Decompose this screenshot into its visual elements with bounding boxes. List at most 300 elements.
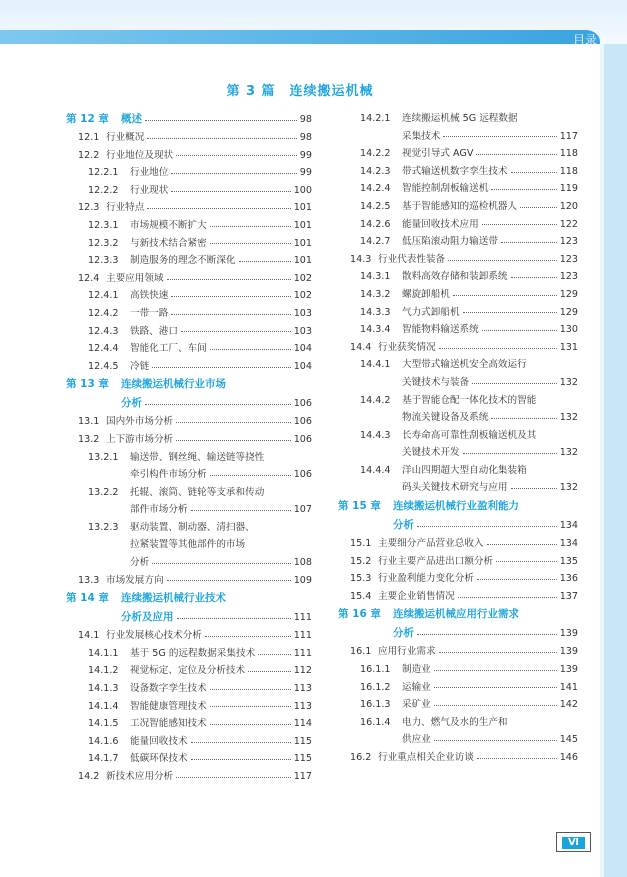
toc-entry[interactable]	[66, 536, 312, 554]
toc-entry-page: 142	[559, 699, 578, 711]
toc-entry-page: 101	[293, 255, 312, 267]
toc-leader-dots	[210, 348, 291, 350]
toc-entry[interactable]	[338, 679, 578, 697]
toc-leader-dots	[248, 670, 291, 672]
toc-entry-title: 低碳环保技术	[130, 753, 188, 765]
toc-entry-title: 行业地位及现状	[106, 149, 174, 161]
toc-right-column	[338, 110, 578, 767]
toc-leader-dots	[152, 366, 291, 368]
toc-entry-number: 12.2.1	[88, 167, 119, 179]
toc-entry-page: 114	[293, 718, 312, 730]
toc-entry[interactable]	[338, 624, 578, 643]
toc-entry-number: 12.4.2	[88, 307, 119, 319]
toc-entry-title: 行业盈利能力变化分析	[378, 573, 474, 585]
toc-entry[interactable]	[66, 199, 312, 217]
toc-entry[interactable]	[338, 321, 578, 339]
toc-entry-number: 14.4.4	[360, 464, 391, 476]
toc-leader-dots	[176, 154, 297, 156]
toc-leader-dots	[434, 686, 557, 688]
toc-entry-number: 13.2.1	[88, 451, 119, 463]
toc-entry-title: 连续搬运机械应用行业需求	[393, 608, 519, 621]
toc-entry-title: 智能物料输送系统	[402, 324, 479, 336]
toc-entry[interactable]	[66, 270, 312, 288]
toc-leader-dots	[491, 417, 556, 419]
toc-entry-title: 基于 5G 的远程数据采集技术	[130, 647, 256, 659]
toc-entry-title: 基于智能感知的巡检机器人	[402, 200, 518, 212]
toc-entry-number: 14.4.1	[360, 359, 391, 371]
toc-entry-title: 行业主要产品进出口额分析	[378, 555, 494, 567]
toc-entry[interactable]	[338, 605, 578, 624]
toc-entry-page: 117	[293, 771, 312, 782]
toc-leader-dots	[176, 421, 291, 423]
toc-entry-number: 12.4.4	[88, 343, 119, 355]
toc-entry[interactable]	[338, 696, 578, 714]
toc-entry[interactable]	[66, 519, 312, 537]
toc-entry-page: 106	[293, 469, 312, 481]
toc-entry-page: 100	[293, 184, 312, 196]
toc-entry-title: 制造服务的理念不断深化	[130, 255, 236, 267]
toc-entry-title: 智能健康管理技术	[130, 700, 207, 712]
toc-leader-dots	[476, 153, 556, 155]
toc-entry-page: 111	[293, 612, 312, 624]
toc-entry-page: 102	[293, 272, 312, 284]
toc-entry[interactable]	[66, 554, 312, 572]
toc-entry-number: 14.2.6	[360, 218, 391, 230]
toc-entry-title: 输送带、钢丝绳、输送链等挠性	[130, 451, 265, 463]
toc-entry-number: 16.1.1	[360, 664, 391, 676]
toc-entry-number: 12.3	[78, 202, 100, 214]
toc-entry-title: 采集技术	[402, 130, 441, 142]
toc-entry[interactable]	[66, 413, 312, 431]
toc-entry[interactable]	[66, 449, 312, 467]
toc-entry-title: 螺旋卸船机	[402, 288, 450, 300]
toc-entry[interactable]	[338, 216, 578, 234]
toc-entry-number: 12.4.3	[88, 325, 119, 337]
toc-entry-title: 铁路、港口	[130, 325, 178, 337]
toc-entry-title: 气力式卸船机	[402, 306, 460, 318]
toc-entry-title: 带式输送机数字孪生技术	[402, 165, 508, 177]
toc-entry[interactable]	[66, 394, 312, 413]
toc-entry-number: 12.4.5	[88, 360, 119, 372]
toc-entry-title: 分析	[121, 397, 142, 410]
toc-entry[interactable]	[338, 304, 578, 322]
toc-leader-dots	[434, 739, 557, 741]
toc-entry-number: 14.3.2	[360, 288, 391, 300]
toc-entry-title: 主要企业销售情况	[378, 590, 455, 602]
toc-leader-dots	[167, 579, 291, 581]
toc-entry-number: 第 16 章	[338, 608, 381, 621]
toc-entry-page: 98	[299, 114, 312, 125]
toc-entry[interactable]	[338, 444, 578, 462]
toc-entry[interactable]	[338, 661, 578, 679]
toc-leader-dots	[491, 188, 556, 190]
toc-entry-number: 12.4	[78, 272, 100, 284]
toc-entry-number: 14.3.4	[360, 324, 391, 336]
toc-entry-number: 15.1	[350, 538, 372, 550]
toc-entry[interactable]	[66, 375, 312, 394]
toc-left-column	[66, 110, 312, 786]
toc-entry-page: 132	[559, 376, 578, 388]
toc-entry[interactable]	[338, 145, 578, 163]
toc-leader-dots	[477, 757, 557, 759]
toc-entry[interactable]	[66, 608, 312, 627]
toc-entry[interactable]	[66, 129, 312, 147]
toc-entry[interactable]	[66, 768, 312, 786]
toc-leader-dots	[171, 313, 290, 315]
toc-entry[interactable]	[66, 235, 312, 253]
toc-entry[interactable]	[66, 466, 312, 484]
toc-leader-dots	[520, 206, 557, 208]
toc-leader-dots	[434, 669, 557, 671]
toc-entry-number: 14.1.5	[88, 718, 119, 730]
toc-entry[interactable]	[66, 340, 312, 358]
toc-leader-dots	[439, 347, 557, 349]
toc-entry-number: 16.1.3	[360, 699, 391, 711]
toc-entry-page: 137	[559, 590, 578, 602]
toc-entry[interactable]	[338, 570, 578, 588]
toc-entry-page: 115	[293, 753, 312, 765]
toc-entry-number: 14.2.5	[360, 200, 391, 212]
toc-entry-title: 高铁快速	[130, 290, 169, 302]
toc-entry-number: 14.4.2	[360, 394, 391, 406]
toc-entry[interactable]	[338, 233, 578, 251]
toc-entry-page: 135	[559, 555, 578, 567]
toc-entry-number: 13.3	[78, 574, 100, 586]
toc-entry-page: 134	[559, 520, 578, 532]
toc-entry-title: 大型带式输送机安全高效运行	[402, 359, 527, 371]
toc-entry-number: 14.1.4	[88, 700, 119, 712]
toc-entry[interactable]	[338, 479, 578, 497]
toc-entry-number: 14.2.2	[360, 148, 391, 160]
toc-leader-dots	[463, 452, 557, 454]
toc-entry-title: 关键技术与装备	[402, 376, 470, 388]
toc-entry[interactable]	[66, 323, 312, 341]
toc-entry-title: 行业发展核心技术分析	[106, 630, 202, 642]
toc-entry-page: 113	[293, 683, 312, 695]
toc-entry[interactable]	[338, 286, 578, 304]
toc-entry-page: 113	[293, 700, 312, 712]
toc-entry[interactable]	[338, 339, 578, 357]
toc-entry[interactable]	[338, 392, 578, 410]
toc-leader-dots	[145, 403, 291, 405]
toc-entry[interactable]	[66, 164, 312, 182]
toc-entry-page: 117	[559, 130, 578, 142]
toc-entry[interactable]	[66, 358, 312, 376]
toc-entry[interactable]	[338, 128, 578, 146]
toc-entry-number: 14.3.3	[360, 306, 391, 318]
toc-entry-number: 第 14 章	[66, 592, 109, 605]
toc-entry[interactable]	[66, 572, 312, 590]
toc-entry-title: 概述	[121, 113, 142, 125]
toc-entry-title: 分析	[393, 627, 414, 640]
header-band	[0, 0, 627, 44]
toc-leader-dots	[191, 758, 291, 760]
toc-leader-dots	[417, 633, 557, 635]
toc-entry-page: 107	[293, 504, 312, 516]
toc-entry-title: 部件市场分析	[130, 504, 188, 516]
toc-entry[interactable]	[66, 589, 312, 608]
toc-entry-title: 工况智能感知技术	[130, 718, 207, 730]
toc-entry-page: 120	[559, 200, 578, 212]
toc-entry-title: 关键技术开发	[402, 447, 460, 459]
toc-entry-title: 行业地位	[130, 167, 169, 179]
toc-leader-dots	[210, 242, 291, 244]
toc-entry-page: 119	[559, 183, 578, 195]
toc-leader-dots	[210, 688, 291, 690]
toc-entry-title: 分析及应用	[121, 611, 174, 624]
toc-entry[interactable]	[338, 497, 578, 516]
toc-entry-number: 13.2	[78, 433, 100, 445]
toc-entry-page: 145	[559, 734, 578, 746]
toc-entry-page: 129	[559, 306, 578, 318]
toc-entry-title: 连续搬运机械行业市场	[121, 378, 226, 391]
toc-entry-title: 设备数字孪生技术	[130, 683, 207, 695]
toc-entry-page: 108	[293, 557, 312, 569]
toc-entry[interactable]	[338, 180, 578, 198]
toc-entry[interactable]	[338, 374, 578, 392]
toc-entry[interactable]	[66, 287, 312, 305]
toc-entry[interactable]	[338, 409, 578, 427]
toc-entry[interactable]	[66, 431, 312, 449]
toc-entry-title: 低压陷滚动阻力输送带	[402, 236, 498, 248]
toc-entry-number: 14.1.2	[88, 665, 119, 677]
toc-entry-title: 供应业	[402, 734, 431, 746]
toc-entry-title: 新技术应用分析	[106, 771, 174, 782]
toc-leader-dots	[191, 509, 291, 511]
toc-leader-dots	[171, 295, 290, 297]
toc-entry-number: 14.2.3	[360, 165, 391, 177]
toc-entry-page: 129	[559, 288, 578, 300]
toc-entry-number: 12.3.3	[88, 255, 119, 267]
page-number: Ⅵ	[562, 837, 585, 849]
toc-entry-page: 103	[293, 325, 312, 337]
toc-entry-page: 146	[559, 752, 578, 763]
toc-entry-title: 视觉标定、定位及分析技术	[130, 665, 246, 677]
toc-entry-title: 牵引构件市场分析	[130, 469, 207, 481]
toc-entry[interactable]	[66, 501, 312, 519]
toc-entry-page: 139	[559, 628, 578, 640]
toc-entry-title: 驱动装置、制动器、清扫器、	[130, 521, 255, 533]
toc-leader-dots	[171, 190, 290, 192]
toc-entry[interactable]	[338, 588, 578, 606]
toc-entry[interactable]	[66, 715, 312, 733]
toc-entry-title: 与新技术结合紧密	[130, 237, 207, 249]
toc-entry-page: 103	[293, 307, 312, 319]
toc-leader-dots	[191, 741, 291, 743]
toc-entry-page: 139	[559, 664, 578, 676]
toc-entry[interactable]	[338, 251, 578, 269]
toc-entry-page: 141	[559, 681, 578, 693]
toc-entry-title: 应用行业需求	[378, 646, 436, 658]
toc-entry-title: 电力、燃气及水的生产和	[402, 716, 508, 728]
toc-entry-number: 16.1.2	[360, 681, 391, 693]
toc-entry-page: 123	[559, 236, 578, 248]
toc-entry[interactable]	[66, 627, 312, 645]
toc-entry-title: 市场发展方向	[106, 574, 164, 586]
toc-entry-page: 102	[293, 290, 312, 302]
toc-entry-title: 码头关键技术研究与应用	[402, 482, 508, 494]
toc-leader-dots	[417, 525, 557, 527]
toc-entry[interactable]	[338, 714, 578, 732]
toc-entry-number: 14.3.1	[360, 271, 391, 283]
toc-entry-title: 连续搬运机械行业盈利能力	[393, 500, 519, 513]
toc-entry-number: 14.4.3	[360, 429, 391, 441]
toc-entry-page: 101	[293, 202, 312, 214]
toc-entry-number: 13.1	[78, 416, 100, 428]
toc-entry[interactable]	[66, 252, 312, 270]
toc-entry-title: 智能化工厂、车间	[130, 343, 207, 355]
toc-entry-number: 14.2.4	[360, 183, 391, 195]
toc-leader-dots	[152, 562, 291, 564]
toc-leader-dots	[496, 560, 557, 562]
toc-leader-dots	[439, 651, 557, 653]
toc-entry-number: 第 12 章	[66, 113, 109, 125]
toc-entry[interactable]	[66, 182, 312, 200]
toc-entry[interactable]	[66, 733, 312, 751]
toc-entry-page: 132	[559, 447, 578, 459]
toc-entry-number: 16.2	[350, 752, 372, 763]
toc-entry[interactable]	[338, 356, 578, 374]
toc-leader-dots	[177, 617, 291, 619]
toc-leader-dots	[453, 294, 557, 296]
toc-entry-page: 99	[299, 149, 312, 161]
toc-entry[interactable]	[338, 163, 578, 181]
toc-entry-title: 一带一路	[130, 307, 169, 319]
toc-leader-dots	[176, 776, 291, 778]
toc-leader-dots	[477, 578, 557, 580]
toc-entry-number: 12.3.1	[88, 219, 119, 231]
toc-leader-dots	[258, 653, 291, 655]
toc-entry-page: 109	[293, 574, 312, 586]
toc-entry-page: 122	[559, 218, 578, 230]
toc-entry[interactable]	[66, 698, 312, 716]
toc-entry-number: 14.2	[78, 771, 100, 782]
toc-entry[interactable]	[66, 305, 312, 323]
page-number-badge	[556, 832, 591, 852]
toc-entry-page: 106	[293, 398, 312, 410]
toc-entry-page: 101	[293, 219, 312, 231]
toc-entry-page: 112	[293, 665, 312, 677]
toc-entry-title: 连续搬运机械行业技术	[121, 592, 226, 605]
toc-entry[interactable]	[338, 749, 578, 767]
toc-entry-page: 115	[293, 735, 312, 747]
toc-entry-number: 13.2.2	[88, 486, 119, 498]
toc-leader-dots	[147, 207, 290, 209]
toc-entry-number: 14.1	[78, 630, 100, 642]
toc-entry-title: 行业重点相关企业访谈	[378, 752, 474, 763]
toc-entry-title: 智能控制刮板输送机	[402, 183, 489, 195]
toc-entry[interactable]	[66, 680, 312, 698]
toc-entry-page: 123	[559, 271, 578, 283]
toc-entry-page: 106	[293, 416, 312, 428]
toc-entry[interactable]	[338, 268, 578, 286]
toc-entry[interactable]	[66, 217, 312, 235]
toc-entry-title: 拉紧装置等其他部件的市场	[130, 539, 246, 551]
toc-entry[interactable]	[66, 750, 312, 768]
toc-entry[interactable]	[338, 198, 578, 216]
toc-entry-page: 99	[299, 167, 312, 179]
toc-entry[interactable]	[338, 427, 578, 445]
toc-entry[interactable]	[338, 731, 578, 749]
toc-entry-number: 14.1.1	[88, 647, 119, 659]
toc-leader-dots	[511, 487, 557, 489]
toc-entry-title: 运输业	[402, 681, 431, 693]
page-title: 第 3 篇 连续搬运机械	[226, 84, 374, 99]
toc-entry[interactable]	[66, 484, 312, 502]
toc-entry-number: 14.4	[350, 341, 372, 353]
toc-entry-title: 洋山四期超大型自动化集装箱	[402, 464, 527, 476]
toc-entry-title: 上下游市场分析	[106, 433, 174, 445]
toc-entry[interactable]	[338, 462, 578, 480]
toc-entry-title: 分析	[393, 519, 414, 532]
toc-leader-dots	[167, 278, 291, 280]
toc-entry-title: 物流关键设备及系统	[402, 412, 489, 424]
toc-entry-page: 118	[559, 165, 578, 177]
toc-entry-title: 制造业	[402, 664, 431, 676]
toc-entry-page: 118	[559, 148, 578, 160]
toc-entry-title: 能量回收技术	[130, 735, 188, 747]
toc-leader-dots	[472, 382, 557, 384]
toc-entry[interactable]	[338, 110, 578, 128]
toc-entry-page: 130	[559, 324, 578, 336]
toc-entry[interactable]	[66, 110, 312, 129]
toc-entry-page: 111	[293, 647, 312, 659]
toc-leader-dots	[443, 135, 556, 137]
toc-leader-dots	[210, 723, 291, 725]
toc-leader-dots	[145, 119, 297, 121]
toc-leader-dots	[171, 172, 296, 174]
toc-entry[interactable]	[338, 643, 578, 661]
toc-leader-dots	[458, 596, 557, 598]
toc-entry[interactable]	[66, 662, 312, 680]
toc-entry-number: 14.3	[350, 253, 372, 265]
header-tab	[0, 30, 600, 44]
toc-entry-page: 134	[559, 538, 578, 550]
toc-entry-page: 131	[559, 341, 578, 353]
toc-leader-dots	[210, 705, 291, 707]
toc-entry-page: 139	[559, 646, 578, 658]
toc-entry-page: 111	[293, 630, 312, 642]
toc-entry-number: 14.2.1	[360, 113, 391, 124]
toc-entry-page: 132	[559, 412, 578, 424]
toc-entry-number: 13.2.3	[88, 521, 119, 533]
toc-leader-dots	[448, 259, 557, 261]
toc-leader-dots	[501, 241, 557, 243]
toc-entry-title: 视觉引导式 AGV	[402, 148, 474, 160]
toc-entry[interactable]	[338, 553, 578, 571]
toc-entry-number: 16.1	[350, 646, 372, 658]
toc-leader-dots	[147, 137, 296, 139]
toc-entry-title: 冷链	[130, 360, 150, 372]
toc-entry-title: 主要细分产品营业总收入	[378, 538, 484, 550]
right-margin-stripe	[600, 44, 627, 877]
toc-entry[interactable]	[338, 535, 578, 553]
toc-leader-dots	[210, 225, 291, 227]
toc-entry-page: 101	[293, 237, 312, 249]
toc-entry-number: 15.3	[350, 573, 372, 585]
toc-entry[interactable]	[66, 645, 312, 663]
toc-leader-dots	[511, 171, 557, 173]
toc-entry-number: 14.1.6	[88, 735, 119, 747]
toc-entry-title: 能量回收技术应用	[402, 218, 479, 230]
toc-entry[interactable]	[338, 516, 578, 535]
toc-entry-title: 市场规模不断扩大	[130, 219, 207, 231]
toc-entry[interactable]	[66, 147, 312, 165]
toc-leader-dots	[239, 260, 291, 262]
toc-entry-title: 国内外市场分析	[106, 416, 174, 428]
toc-entry-number: 12.3.2	[88, 237, 119, 249]
toc-leader-dots	[511, 276, 557, 278]
